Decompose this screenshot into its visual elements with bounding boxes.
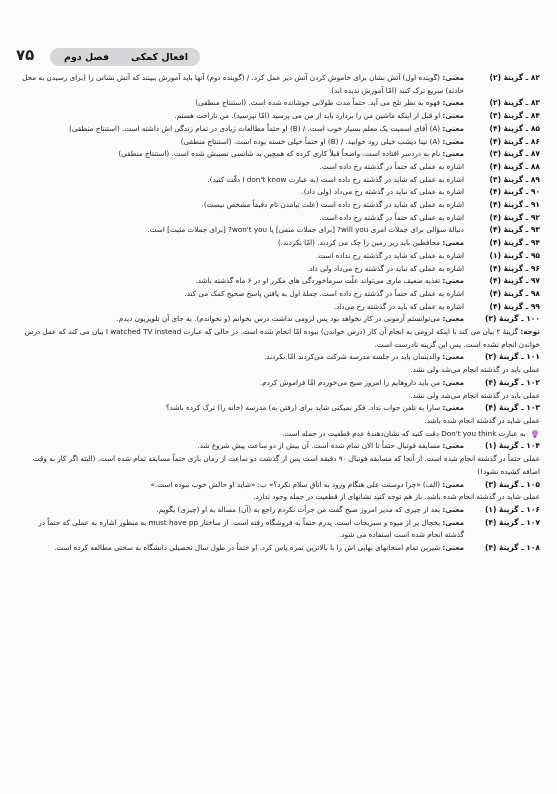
answer-number: ۸۹ ـ گزینهٔ (۳) bbox=[489, 174, 540, 184]
chapter-tab bbox=[50, 48, 200, 66]
answer-text bbox=[69, 124, 464, 133]
answer-body: یخچال پر از میوه و سبزیجات است. پدرم حتماً به فروشگاه رفته است. از ساختار must have pp به منظور اشاره به عملی که حتماً در گذشته انجام شده است استفاده می شود. bbox=[38, 517, 464, 540]
answer-number: ۹۵ ـ گزینهٔ (۱) bbox=[489, 250, 540, 260]
answer-item bbox=[20, 72, 540, 97]
answer-text bbox=[184, 289, 464, 298]
answer-item bbox=[20, 161, 540, 174]
meaning-label: معنی: bbox=[442, 517, 464, 527]
answer-number: ۹۶ ـ گزینهٔ (۴) bbox=[489, 263, 540, 273]
answer-item bbox=[20, 97, 540, 110]
answer-text bbox=[307, 264, 464, 273]
answer-item bbox=[20, 313, 540, 326]
answer-item bbox=[20, 504, 540, 517]
answer-number: ۹۲ ـ گزینهٔ (۴) bbox=[489, 212, 540, 222]
answer-text bbox=[320, 213, 464, 222]
answer-item bbox=[20, 212, 540, 225]
answer-list bbox=[20, 440, 540, 453]
meaning-label: معنی: bbox=[442, 276, 464, 286]
answer-item bbox=[20, 402, 540, 415]
answer-item bbox=[20, 174, 540, 187]
answer-body: تغذیه ضعیف ماری می‌تواند علّت سرماخوردگی های مکرر او در ۶ ماه گذشته باشد. bbox=[195, 276, 441, 286]
answer-body: من باید داروهایم را امروز صبح می‌خوردم امّا فراموش کردم. bbox=[260, 377, 441, 387]
answer-number: ۹۷ ـ گزینهٔ (۴) bbox=[489, 276, 540, 286]
answer-text bbox=[334, 302, 464, 311]
meaning-label: معنی: bbox=[442, 238, 464, 248]
answer-text bbox=[301, 187, 464, 196]
explanation-text: عملی شاید در گذشته انجام شده باشد. bbox=[424, 415, 540, 425]
answer-text bbox=[38, 518, 464, 540]
answer-text bbox=[156, 505, 464, 514]
answer-item bbox=[20, 199, 540, 212]
explanation-text: عملی باید در گذشته انجام می‌شد ولی نشد. bbox=[410, 390, 540, 400]
answer-body: اشاره به عملی که شاید در گذشته رخ داده است (علت نیامدن تام دقیقاً مشخص نیست). bbox=[201, 200, 464, 210]
answer-number: ۸۷ ـ گزینهٔ (۳) bbox=[489, 149, 540, 159]
answer-text bbox=[320, 162, 464, 171]
answer-number: ۱۰۷ ـ گزینهٔ (۴) bbox=[484, 517, 540, 527]
answer-number: ۱۰۵ ـ گزینهٔ (۳) bbox=[484, 479, 540, 489]
tip-paragraph: به عبارت Don't you think دقت کنید که نشان‌دهندهٔ عدم قطعیت در جمله است. bbox=[20, 428, 540, 441]
answer-text bbox=[195, 276, 464, 285]
answer-number: ۱۰۳ ـ گزینهٔ (۴) bbox=[484, 403, 540, 413]
answer-item bbox=[20, 250, 540, 263]
answer-number: ۸۵ ـ گزینهٔ (۴) bbox=[489, 123, 540, 133]
answer-number: ۸۸ ـ گزینهٔ (۴) bbox=[489, 161, 540, 171]
meaning-label: معنی: bbox=[442, 314, 464, 324]
answer-body: اشاره به عملی که نباید در گذشته رخ می‌داد ولی داد. bbox=[307, 263, 464, 273]
answer-body: بعد از چیزی که مدیر امروز صبح گفت من جرأت نکردم راجع به (آن) مساله به او (چیزی) بگویم. bbox=[156, 504, 441, 514]
answer-body: دنبالهٔ سؤالی برای جملات امری will you? [برای جملات منفی] یا won't you? [برای جملات مثبت] است. bbox=[147, 225, 464, 235]
answer-number: ۹۹ ـ گزینهٔ (۴) bbox=[489, 301, 540, 311]
answer-content bbox=[20, 72, 540, 555]
meaning-label: معنی: bbox=[442, 123, 464, 133]
answer-body: اشاره به عملی که نباید در گذشته رخ می‌داد (ولی داد). bbox=[301, 187, 464, 197]
answer-number: ۸۶ ـ گزینهٔ (۴) bbox=[489, 136, 540, 146]
meaning-label: معنی: bbox=[442, 543, 464, 553]
answer-body: او قبل از اینکه ماشین من را بردارد باید از من می پرسید (امّا نپرسید). من ناراحت هستم. bbox=[174, 111, 441, 121]
explanation-text: عملی حتماً در گذشته انجام شده است. از آنجا که مسابقه فوتبال ۹۰ دقیقه است پس از گذشت دو ساعت از زمان بازی حتماً مسابقه تمام شده است. (البته اگر کار به وقت اضافه کشیده نشود!) bbox=[32, 454, 540, 476]
answer-number: ۹۴ ـ گزینهٔ (۴) bbox=[489, 238, 540, 248]
answer-number: ۹۰ ـ گزینهٔ (۴) bbox=[489, 187, 540, 197]
page-header bbox=[0, 0, 557, 64]
answer-number: ۱۰۲ ـ گزینهٔ (۴) bbox=[484, 377, 540, 387]
answer-number: ۱۰۴ ـ گزینهٔ (۱) bbox=[484, 441, 540, 451]
answer-number: ۹۱ ـ گزینهٔ (۴) bbox=[489, 200, 540, 210]
answer-text bbox=[208, 175, 465, 184]
meaning-label: معنی: bbox=[442, 111, 464, 121]
answer-number: ۸۲ ـ گزینهٔ (۲) bbox=[489, 73, 540, 82]
answer-number: ۱۰۸ ـ گزینهٔ (۴) bbox=[484, 543, 540, 553]
answer-number: ۱۰۶ ـ گزینهٔ (۱) bbox=[484, 504, 540, 514]
answer-text bbox=[202, 200, 464, 209]
answer-text bbox=[181, 137, 464, 146]
answer-body: اشاره به عملی که حتماً در گذشته رخ داده است. bbox=[319, 212, 464, 222]
answer-item bbox=[20, 263, 540, 276]
answer-number: ۸۴ ـ گزینهٔ (۳) bbox=[489, 111, 540, 121]
answer-text bbox=[150, 480, 464, 489]
answer-item bbox=[20, 224, 540, 237]
answer-body: والدینمان باید در جلسه مدرسه شرکت می‌کردند امّا نکردند. bbox=[264, 352, 441, 362]
answer-text bbox=[264, 352, 464, 361]
answer-number: ۹۸ ـ گزینهٔ (۴) bbox=[489, 288, 540, 298]
answer-body: اشاره به عملی که حتماً در گذشته رخ داده است. جملهٔ اول به یافتن پاسخ صحیح کمک می کند. bbox=[184, 288, 464, 298]
answer-list bbox=[20, 479, 540, 492]
answer-text bbox=[117, 314, 464, 323]
answer-item bbox=[20, 110, 540, 123]
answer-body: (گوینده اول) آتش نشان برای خاموش کردن آتش دیر عمل کرد. / (گوینده دوم) آنها باید آموزش ببینند که آتش نشانی را (برای رسیدن به محل حادثه) سریع ترک کنند (امّا آموزش ندیده اند). bbox=[22, 73, 464, 95]
answer-body: شیرین تمام امتحانهای نهایی اش را با بالاترین نمره پاس کرد. او حتماً در طول سال تحصیلی دانشگاه به سختی مطالعه کرده است. bbox=[54, 543, 441, 553]
chapter-label: فصل دوم bbox=[64, 51, 110, 63]
answer-list bbox=[20, 504, 540, 555]
answer-text bbox=[316, 251, 464, 260]
meaning-label: معنی: bbox=[442, 149, 464, 159]
meaning-label: معنی: bbox=[442, 479, 464, 489]
answer-item bbox=[20, 479, 540, 492]
answer-item bbox=[20, 301, 540, 314]
answer-text bbox=[118, 149, 464, 158]
answer-body: (A) آقای اسمیت یک معلم بسیار خوب است. / (B) او حتماً مطالعات زیادی در تمام زندگی اش داشته است. (استنتاج منطقی) bbox=[69, 123, 441, 133]
answer-item bbox=[20, 351, 540, 364]
answer-item bbox=[20, 517, 540, 542]
answer-text bbox=[174, 111, 464, 120]
answer-text bbox=[278, 238, 464, 247]
subject-label: افعال کمکی bbox=[131, 51, 188, 63]
answer-list bbox=[20, 402, 540, 415]
answer-item bbox=[20, 186, 540, 199]
meaning-label: معنی: bbox=[442, 73, 464, 82]
meaning-label: معنی: bbox=[442, 352, 464, 362]
meaning-label: معنی: bbox=[442, 441, 464, 451]
answer-body: قهوه به نظر تلخ می آید. حتماً مدت طولانی جوشانده شده است. (استنتاج منطقی) bbox=[195, 98, 441, 108]
answer-item bbox=[20, 542, 540, 555]
answer-item bbox=[20, 275, 540, 288]
answer-item bbox=[20, 136, 540, 149]
answer-body: اشاره به عملی که شاید در گذشته رخ داده است (به عبارت I don't know دقّت کنید). bbox=[207, 174, 464, 184]
answer-number: ۸۳ ـ گزینهٔ (۲) bbox=[489, 98, 540, 108]
answer-number: ۹۳ ـ گزینهٔ (۴) bbox=[489, 225, 540, 235]
answer-text bbox=[22, 73, 464, 95]
answer-item bbox=[20, 123, 540, 136]
meaning-label: معنی: bbox=[442, 504, 464, 514]
answer-body: اشاره به عملی که شاید در گذشته رخ نداده است. bbox=[315, 250, 464, 260]
answer-list bbox=[20, 377, 540, 390]
note-paragraph: توجه: گزینهٔ ۲ بیان می کند با اینکه لزومی به انجام آن کار (درس خواندن) نبوده امّا انجام شده است. در حالی که عبارت I watched TV instead بیان می کند که عمل درس خواندن انجام نشده است. پس این گزینه نادرست است. bbox=[24, 327, 540, 349]
answer-body: (A) تینا دیشب خیلی زود خوابید. / (B) او حتماً خیلی خسته بوده است. (استنتاج منطقی) bbox=[180, 136, 441, 146]
answer-list bbox=[20, 351, 540, 364]
answer-text bbox=[166, 403, 464, 412]
answer-item bbox=[20, 440, 540, 453]
answer-number: ۱۰۱ ـ گزینهٔ (۲) bbox=[484, 352, 540, 362]
meaning-label: معنی: bbox=[442, 136, 464, 146]
meaning-label: معنی: bbox=[442, 377, 464, 387]
answer-list bbox=[20, 72, 540, 326]
answer-body: اشاره به عملی که حتماً در گذشته رخ داده است. bbox=[319, 161, 464, 171]
answer-text bbox=[54, 543, 464, 552]
explanation-text: عملی باید در گذشته انجام می‌شد ولی نشد. bbox=[410, 365, 540, 375]
answer-body: اشاره به عملی که باید در گذشته رخ می‌داد. bbox=[333, 301, 464, 311]
answer-item bbox=[20, 237, 540, 250]
answer-body: سارا به تلفن جواب نداد. فکر نمیکنی شاید برای (رفتن به) مدرسه (خانه را) ترک کرده باشد؟ bbox=[165, 403, 441, 413]
meaning-label: معنی: bbox=[442, 98, 464, 108]
page-number: ۷۵ bbox=[16, 46, 35, 64]
explanation-text: عملی شاید در گذشته انجام شده باشد. باز هم توجه کنید نشانهای از قطعیت در جمله وجود ندارد. bbox=[253, 492, 540, 502]
answer-item bbox=[20, 377, 540, 390]
answer-body: (الف) «چرا دوستت علی هنگام ورود به اتاق سلام نکرد؟» ب: «شاید او حالش خوب نبوده است.» bbox=[150, 479, 441, 489]
lightbulb-icon bbox=[530, 429, 540, 439]
answer-item bbox=[20, 148, 540, 161]
answer-text bbox=[197, 441, 464, 450]
answer-text bbox=[260, 378, 464, 387]
answer-body: محافظین باید زیر زمین را چک می کردند. (امّا نکردند.) bbox=[277, 238, 441, 248]
answer-body: می‌توانستم آزمونی در کار نخواهد بود پس لزومی نداشت درس بخوانم (و نخواندم). به جای آن تلویزیون دیدم. bbox=[116, 314, 441, 324]
answer-body: مسابقه فوتبال حتماً تا الان تمام شده است. آن بیش از دو ساعت پیش شروع شد. bbox=[197, 441, 441, 451]
answer-text bbox=[148, 225, 464, 234]
meaning-label: معنی: bbox=[442, 403, 464, 413]
answer-item bbox=[20, 288, 540, 301]
answer-text bbox=[195, 98, 464, 107]
answer-number: ۱۰۰ ـ گزینهٔ (۳) bbox=[484, 314, 540, 324]
answer-body: نام به دردسر افتاده است. واضحاً قبلاً کاری کرده که همچین بد شانسی نصیبش شده است. (استنتاج منطقی) bbox=[118, 149, 441, 159]
